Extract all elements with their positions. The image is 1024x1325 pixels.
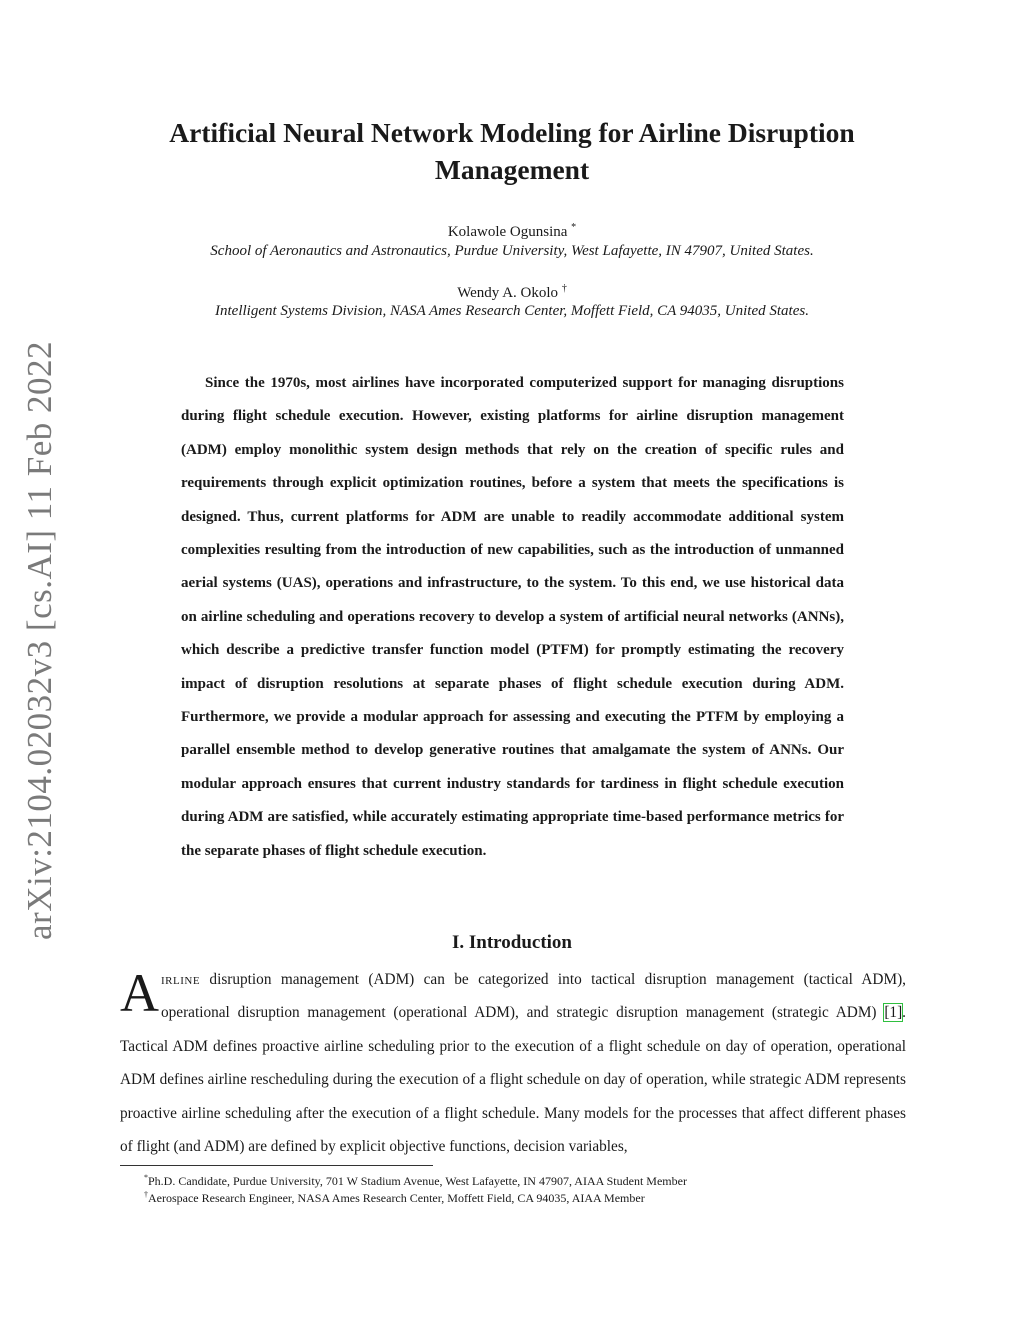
section-heading-introduction: I. Introduction [451, 932, 572, 953]
smallcaps-lead-word: irline [161, 971, 201, 988]
introduction-paragraph [120, 963, 906, 1163]
author-1-name: Kolawole Ogunsina [447, 224, 568, 240]
footnote-divider [120, 1165, 433, 1166]
author-2 [130, 283, 894, 302]
author-2-mark: † [561, 283, 567, 294]
arxiv-identifier-stamp: arXiv:2104.02032v3 [cs.AI] 11 Feb 2022 [20, 340, 59, 940]
citation-link[interactable]: [1] [884, 1004, 903, 1022]
footnote-2 [144, 1187, 645, 1206]
author-1-affiliation: School of Aeronautics and Astronautics, Purdue University, West Lafayette, IN 47907, United States. [210, 243, 814, 259]
dropcap-letter: A [120, 963, 159, 1023]
abstract: Since the 1970s, most airlines have incorporated computerized support for managing disruptions during flight schedule execution. However, existing platforms for airline disruption management (ADM) employ monolithic system design methods that rely on the creation of specific rules and requirements through explicit optimization routines, before a system that meets the specifications is designed. Thus, current platforms for ADM are unable to readily accommodate additional system complexities resulting from the introduction of new capabilities, such as the introduction of unmanned aerial systems (UAS), operations and infrastructure, to the system. To this end, we use historical data on airline scheduling and operations recovery to develop a system of artificial neural networks (ANNs), which describe a predictive transfer function model (PTFM) for promptly estimating the recovery impact of disruption resolutions at separate phases of flight schedule execution during ADM. Furthermore, we provide a modular approach for assessing and executing the PTFM by employing a parallel ensemble method to develop generative routines that amalgamate the system of ANNs. Our modular approach ensures that current industry standards for tardiness in flight schedule execution during ADM are satisfied, while accurately estimating appropriate time-based performance metrics for the separate phases of flight schedule execution. [181, 375, 844, 859]
footnote-1-mark: * [144, 1173, 148, 1182]
footnote-2-text: Aerospace Research Engineer, NASA Ames Research Center, Moffett Field, CA 94035, AIAA Member [148, 1191, 645, 1205]
footnote-2-mark: † [144, 1190, 148, 1199]
author-1-mark: * [571, 222, 577, 233]
paper-title: Artificial Neural Network Modeling for Airline Disruption Management [169, 117, 855, 185]
intro-text-start: disruption management (ADM) can be categorized into tactical disruption management (tactical ADM), operational disruption management (operational ADM), and strategic disruption management (strategic ADM) [161, 971, 906, 1022]
author-1 [130, 222, 894, 241]
author-2-affiliation: Intelligent Systems Division, NASA Ames Research Center, Moffett Field, CA 94035, United States. [215, 303, 809, 319]
author-2-name: Wendy A. Okolo [457, 285, 559, 301]
footnote-1-text: Ph.D. Candidate, Purdue University, 701 W Stadium Avenue, West Lafayette, IN 47907, AIAA Student Member [148, 1174, 687, 1188]
intro-text-rest: . Tactical ADM defines proactive airline scheduling prior to the execution of a flight schedule on day of operation, operational ADM defines airline rescheduling during the execution of a flight schedule on day of operation, while strategic ADM represents proactive airline scheduling after the execution of a flight schedule. Many models for the processes that affect different phases of flight (and ADM) are defined by explicit objective functions, decision variables, [120, 1004, 906, 1156]
